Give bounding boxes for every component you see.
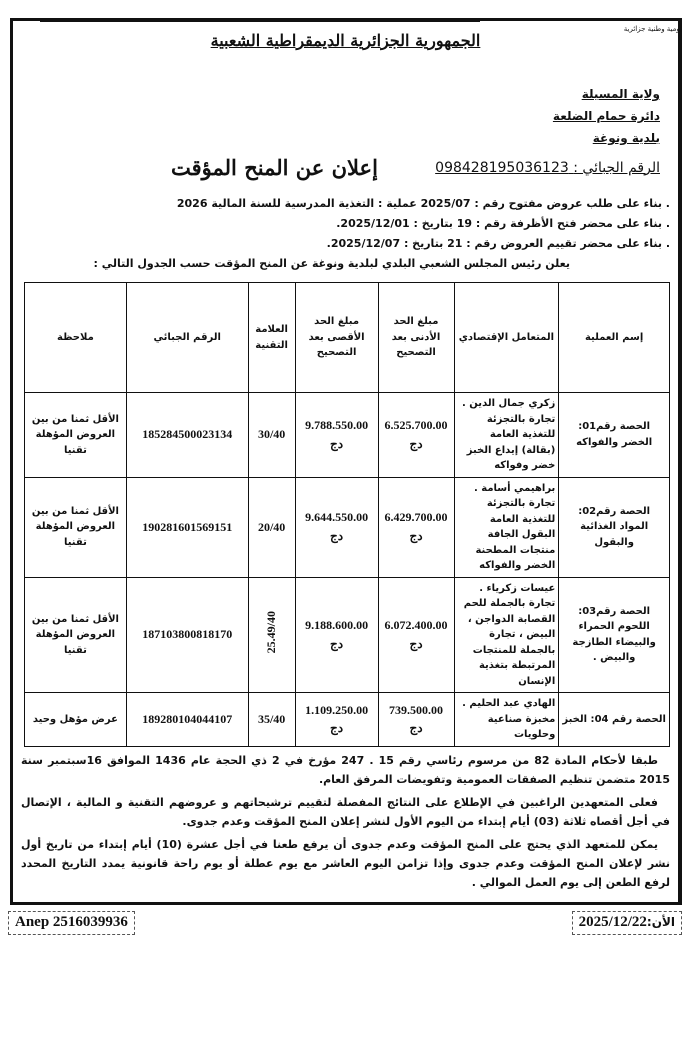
footer (8, 911, 682, 935)
intro-line-4: يعلن رئيس المجلس الشعبي البلدي لبلدية ونوغة عن المنح المؤقت حسب الجدول التالي : (93, 257, 570, 270)
intro-line-2: . بناء على محضر فتح الأظرفة رقم : 19 بتاريخ : 2025/12/01. (336, 217, 670, 230)
min-cell (378, 577, 454, 693)
max-amount: 9.788.550.00 (305, 418, 369, 433)
nif-cell: 190281601569151 (126, 477, 248, 577)
commune: بلدية ونوغة (592, 131, 660, 145)
min-cell (378, 477, 454, 577)
tax-id-title-row (21, 155, 660, 180)
currency: دج (409, 721, 423, 736)
min-cell (378, 393, 454, 478)
table-row (25, 393, 670, 478)
max-cell (295, 693, 378, 747)
score-vertical: 25.49/40 (264, 610, 279, 654)
nif-cell: 187103800818170 (126, 577, 248, 693)
results-paragraph: فعلى المتعهدين الراغبين في الإطلاع على النتائج المفصلة لتقييم ترشيحاتهم و عروضهم التقنية و المالية ، الإتصال في أجل أقصاه ثلاثة (03) أيام إبتداء من اليوم الأول لنشر إعلان المنح المؤقت وعدم جدوى. (21, 795, 670, 828)
table-row (25, 477, 670, 577)
currency: دج (330, 721, 344, 736)
max-cell (295, 393, 378, 478)
currency: دج (409, 529, 423, 543)
col-operator: المتعامل الإقتصادي (454, 283, 559, 393)
daira: دائرة حمام الضلعة (552, 109, 660, 123)
operation-cell: الحصة رقم 04: الخبز (559, 693, 670, 747)
currency: دج (409, 436, 423, 451)
note-cell: عرض مؤهل وحيد (25, 693, 127, 747)
newspaper-strip: يومية وطنية جزائرية (623, 25, 682, 33)
score-cell: 30/40 (248, 393, 295, 478)
col-note: ملاحظة (25, 283, 127, 393)
intro-line-1: . بناء على طلب عروض مفتوح رقم : 2025/07 عملية : التغذية المدرسية للسنة المالية 2026 (176, 197, 670, 210)
intro-block (21, 194, 670, 274)
tax-id: 098428195036123 (435, 159, 569, 176)
date-value: 2025/12/22 (578, 913, 647, 930)
anep-reference: Anep 2516039936 (8, 911, 135, 935)
operator-cell: زكري جمال الدين . تجارة بالتجزئة للتغذية العامة (بقالة) إيداع الخبز خضر وفواكه (454, 393, 559, 478)
tax-id-label: الرقم الجبائي : (573, 159, 660, 176)
publication-date (572, 911, 682, 935)
currency: دج (330, 436, 344, 451)
currency: دج (330, 529, 344, 543)
max-amount: 9.188.600.00 (305, 618, 369, 633)
note-cell: الأقل ثمنا من بين العروض المؤهلة تقنيا (25, 477, 127, 577)
col-nif: الرقم الجبائي (126, 283, 248, 393)
intro-line-3: . بناء على محضر تقييم العروض رقم : 21 بتاريخ : 2025/12/07. (326, 237, 670, 250)
min-amount: 6.525.700.00 (384, 418, 448, 433)
table-header-row (25, 283, 670, 393)
operation-cell: الحصة رقم02: المواد الغذائية والبقول (559, 477, 670, 577)
legal-paragraph: طبقا لأحكام المادة 82 من مرسوم رئاسي رقم 15 . 247 مؤرخ في 2 ذي الحجة عام 1436 الموافق 16سبتمبر سنة 2015 متضمن تنظيم الصفقات العمومية وتفويضات المرفق العام. (21, 753, 670, 786)
administration-block (21, 83, 670, 149)
table-row (25, 693, 670, 747)
min-amount: 739.500.00 (389, 702, 444, 717)
score-cell: 35/40 (248, 693, 295, 747)
republic-header: الجمهورية الجزائرية الديمقراطية الشعبية (210, 31, 481, 50)
col-operation: إسم العملية (559, 283, 670, 393)
appeal-paragraph: يمكن للمتعهد الذي يحتج على المنح المؤقت وعدم جدوى أن يرفع طعنا في أجل عشرة (10) أيام إبتداء من تاريخ أول نشر لإعلان المنح المؤقت وعدم جدوى وإذا تزامن اليوم العاشر مع يوم عطلة أو يوم راحة قانونية يمدد التاريخ المحدد لرفع الطعن إلى يوم العمل الموالي . (21, 837, 670, 889)
currency: دج (409, 636, 423, 651)
col-max: مبلغ الحد الأقصى بعد التصحيح (295, 283, 378, 393)
score-cell: 20/40 (248, 477, 295, 577)
currency: دج (330, 636, 344, 651)
max-cell (295, 477, 378, 577)
wilaya: ولاية المسيلة (581, 87, 660, 101)
announcement-title: إعلان عن المنح المؤقت (171, 155, 378, 180)
announcement-frame (10, 18, 682, 905)
operation-cell: الحصة رقم01: الخضر والفواكه (559, 393, 670, 478)
table-row (25, 577, 670, 693)
note-cell: الأقل ثمنا من بين العروض المؤهلة تقنيا (25, 393, 127, 478)
min-amount: 6.072.400.00 (384, 618, 448, 633)
col-score: العلامة التقنية (248, 283, 295, 393)
max-amount: 9.644.550.00 (305, 510, 369, 525)
max-cell (295, 577, 378, 693)
award-table (24, 282, 670, 747)
tax-id-line (435, 160, 660, 176)
max-amount: 1.109.250.00 (305, 702, 369, 717)
nif-cell: 189280104044107 (126, 693, 248, 747)
operation-cell: الحصة رقم03: اللحوم الحمراء والبيضاء الطازجة والبيض . (559, 577, 670, 693)
col-min: مبلغ الحد الأدنى بعد التصحيح (378, 283, 454, 393)
min-amount: 6.429.700.00 (384, 510, 448, 525)
operator-cell: عيسات زكرياء . تجارة بالجملة للحم القصابة الدواجن ، البيض ، تجارة بالجملة للمنتجات المرتبطة بتغذية الإنسان (454, 577, 559, 693)
score-cell (248, 577, 295, 693)
nif-cell: 185284500023134 (126, 393, 248, 478)
note-cell: الأقل ثمنا من بين العروض المؤهلة تقنيا (25, 577, 127, 693)
operator-cell: براهيمي أسامة . تجارة بالتجزئة للتغذية العامة البقول الجافة منتجات المطحنة الخضر والفواكه (454, 477, 559, 577)
min-cell (378, 693, 454, 747)
newspaper-banner (40, 18, 480, 22)
operator-cell: الهادي عبد الحليم . مخبزة صناعية وحلويات (454, 693, 559, 747)
date-label: الأن: (646, 914, 675, 929)
